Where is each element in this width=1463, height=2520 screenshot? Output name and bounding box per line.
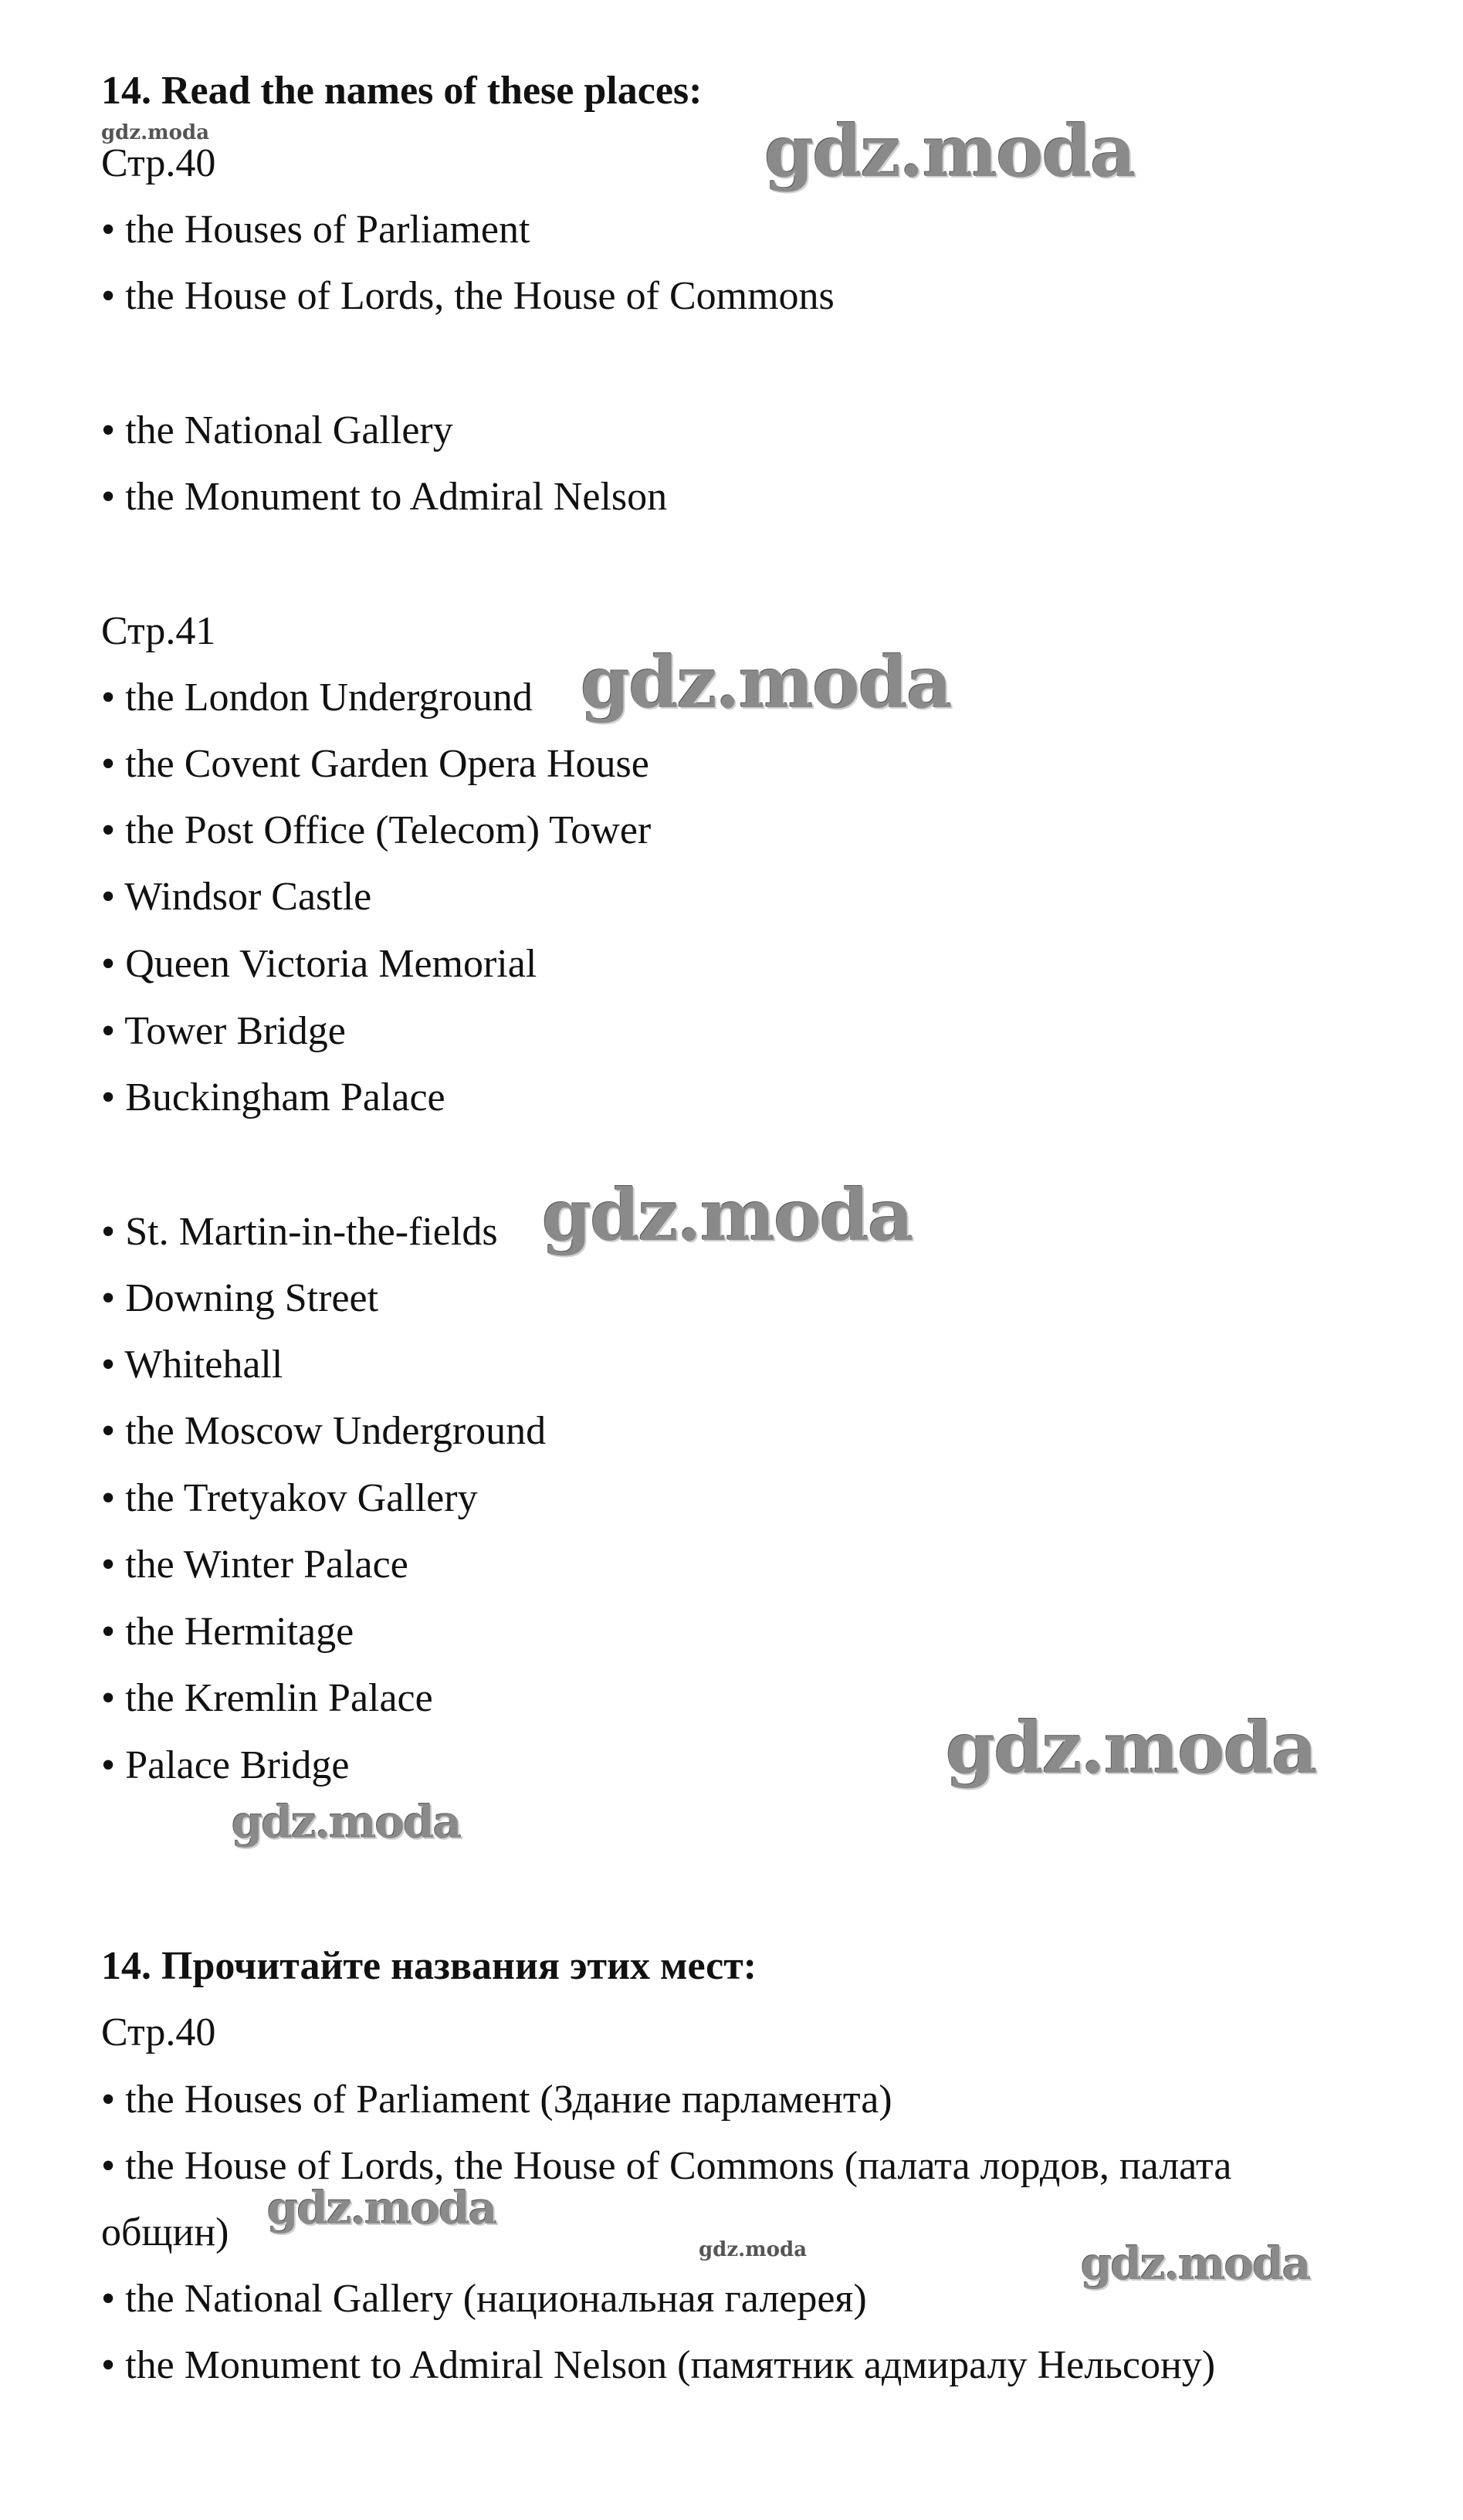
exercise-heading-en: 14. Read the names of these places:	[101, 69, 703, 113]
list-item: • the Post Office (Telecom) Tower	[101, 808, 652, 852]
list-item: • the London Underground	[101, 676, 533, 720]
list-item: • Downing Street	[101, 1276, 379, 1320]
page-label-40-ru: Стр.40	[101, 2010, 216, 2054]
watermark: gdz.moda	[581, 641, 951, 724]
watermark: gdz.moda	[267, 2182, 496, 2234]
list-item: • the Houses of Parliament (Здание парламента)	[101, 2078, 892, 2122]
list-item: • the House of Lords, the House of Commons (палата лордов, палата	[101, 2144, 1232, 2188]
watermark: gdz.moda	[232, 1796, 461, 1848]
watermark: gdz.moda	[101, 121, 210, 144]
list-item: • Whitehall	[101, 1343, 283, 1387]
page-label-40: Стр.40	[101, 141, 216, 185]
list-item: • Buckingham Palace	[101, 1075, 445, 1119]
page-label-41: Стр.41	[101, 609, 216, 653]
list-item: • the Monument to Admiral Nelson (памятник адмиралу Нельсону)	[101, 2343, 1216, 2387]
list-item: • the Monument to Admiral Nelson	[101, 475, 668, 519]
list-item: • the National Gallery	[101, 408, 453, 452]
list-item: • the House of Lords, the House of Commons	[101, 274, 835, 318]
list-item-continuation: общин)	[101, 2210, 229, 2254]
list-item: • the Houses of Parliament	[101, 208, 530, 252]
list-item: • the National Gallery (национальная галерея)	[101, 2277, 867, 2321]
list-item: • Queen Victoria Memorial	[101, 942, 537, 986]
list-item: • Windsor Castle	[101, 875, 372, 919]
watermark: gdz.moda	[764, 110, 1135, 193]
list-item: • the Covent Garden Opera House	[101, 742, 649, 786]
watermark: gdz.moda	[699, 2238, 808, 2261]
watermark: gdz.moda	[542, 1174, 913, 1257]
list-item: • St. Martin-in-the-fields	[101, 1210, 498, 1254]
list-item: • Palace Bridge	[101, 1743, 350, 1787]
exercise-heading-ru: 14. Прочитайте названия этих мест:	[101, 1944, 757, 1988]
list-item: • the Tretyakov Gallery	[101, 1476, 478, 1520]
list-item: • the Moscow Underground	[101, 1409, 547, 1453]
list-item: • the Kremlin Palace	[101, 1676, 433, 1720]
watermark: gdz.moda	[1081, 2237, 1310, 2290]
list-item: • the Winter Palace	[101, 1543, 408, 1587]
list-item: • Tower Bridge	[101, 1009, 346, 1053]
list-item: • the Hermitage	[101, 1610, 354, 1654]
watermark: gdz.moda	[946, 1706, 1316, 1790]
